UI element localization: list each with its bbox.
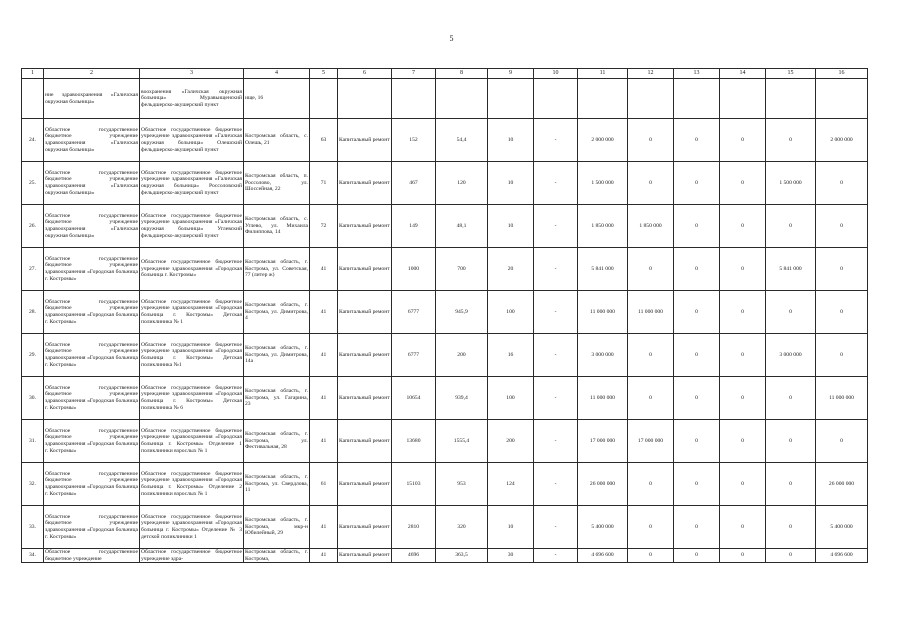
table-cell: Капитальный ремонт: [338, 549, 392, 563]
table-cell: Костромская область, г. Кострома, ул. Димитрова, 4: [244, 291, 310, 334]
table-cell: -: [534, 463, 578, 506]
table-cell: 29.: [22, 334, 44, 377]
table-cell: 34.: [22, 549, 44, 563]
table-cell: 0: [720, 334, 766, 377]
column-number: 12: [628, 69, 674, 79]
column-number: 11: [578, 69, 628, 79]
table-cell: 467: [392, 162, 436, 205]
table-cell: [22, 79, 44, 119]
table-cell: 1000: [392, 248, 436, 291]
table-cell: -: [534, 291, 578, 334]
table-cell: -: [534, 248, 578, 291]
table-cell: 4 696 600: [816, 549, 868, 563]
table-cell: 15103: [392, 463, 436, 506]
table-cell: Областное государственное бюджетное учреждение здравоохранения «Городская больница г. Костромы»: [140, 248, 244, 291]
table-cell: [534, 79, 578, 119]
table-cell: Костромская область, п. Россолово, ул. Шоссейная, 22: [244, 162, 310, 205]
table-row: [22, 291, 868, 334]
column-number: 1: [22, 69, 44, 79]
table-cell: Капитальный ремонт: [338, 205, 392, 248]
table-cell: Костромская область, г. Кострома, ул. Советская, 77 (литер ж): [244, 248, 310, 291]
table-cell: 0: [720, 420, 766, 463]
table-cell: 0: [720, 162, 766, 205]
table-cell: 0: [816, 162, 868, 205]
table-cell: -: [534, 334, 578, 377]
column-number: 14: [720, 69, 766, 79]
table-cell: 32.: [22, 463, 44, 506]
table-cell: 10654: [392, 377, 436, 420]
table-cell: ище, 16: [244, 79, 310, 119]
table-cell: 0: [628, 119, 674, 162]
table-cell: Костромская область, г. Кострома, ул. Гагарина, 23: [244, 377, 310, 420]
table-cell: 33.: [22, 506, 44, 549]
table-cell: 149: [392, 205, 436, 248]
column-number-row: [22, 69, 868, 79]
table-cell: 120: [436, 162, 488, 205]
table-cell: 5 841 000: [766, 248, 816, 291]
column-number: 8: [436, 69, 488, 79]
table-cell: 0: [628, 549, 674, 563]
table-cell: Областное государственное бюджетное учреждение здравоохранения «Городская больница г. Костромы» Отделение № 3 детской поликлиники 1: [140, 506, 244, 549]
table-cell: 5 841 000: [578, 248, 628, 291]
table-cell: 124: [488, 463, 534, 506]
table-cell: 6777: [392, 334, 436, 377]
column-number: 15: [766, 69, 816, 79]
table-cell: Капитальный ремонт: [338, 248, 392, 291]
table-cell: 152: [392, 119, 436, 162]
table-cell: 0: [674, 291, 720, 334]
table-cell: Областное государственное бюджетное учреждение здравоохранения «Городская больница г. Костромы» Детская поликлиника № 6: [140, 377, 244, 420]
table-cell: 13680: [392, 420, 436, 463]
table-cell: 0: [766, 463, 816, 506]
table-cell: 41: [310, 506, 338, 549]
table-cell: 26 000 000: [816, 463, 868, 506]
table-cell: -: [534, 119, 578, 162]
table-cell: 71: [310, 162, 338, 205]
table-cell: [310, 79, 338, 119]
table-row: [22, 162, 868, 205]
table-cell: Капитальный ремонт: [338, 291, 392, 334]
table-cell: 11 000 000: [578, 291, 628, 334]
table-cell: 0: [674, 420, 720, 463]
table-cell: 0: [720, 291, 766, 334]
table-cell: Костромская область, с. Углево, ул. Михаила Филиппова, 14: [244, 205, 310, 248]
table-cell: 41: [310, 377, 338, 420]
table-cell: Костромская область, г. Кострома, ул. Димитрова, 14а: [244, 334, 310, 377]
page-number: 5: [449, 34, 454, 43]
table-row: [22, 377, 868, 420]
table-cell: 700: [436, 248, 488, 291]
table-cell: Капитальный ремонт: [338, 119, 392, 162]
table-cell: 200: [436, 334, 488, 377]
table-cell: Областное государственное бюджетное учреждение здравоохранения «Городская больница г. Костромы»: [44, 248, 140, 291]
table-cell: -: [534, 420, 578, 463]
table-cell: 0: [674, 119, 720, 162]
table-cell: 41: [310, 334, 338, 377]
table-cell: Областное государственное бюджетное учреждение здравоохранения «Городская больница г. Костромы»: [44, 506, 140, 549]
table-cell: 0: [720, 377, 766, 420]
table-cell: Областное государственное бюджетное учреждение здравоохранения «Городская больница г. Костромы» Детская поликлиника №1: [140, 334, 244, 377]
table-cell: [674, 79, 720, 119]
table-cell: 0: [766, 420, 816, 463]
table-cell: 11 000 000: [578, 377, 628, 420]
column-number: 7: [392, 69, 436, 79]
table-cell: 27.: [22, 248, 44, 291]
column-number: 9: [488, 69, 534, 79]
table-cell: 6777: [392, 291, 436, 334]
table-cell: 72: [310, 205, 338, 248]
table-cell: Костромская область, г. Кострома, ул. Фестивальная, 28: [244, 420, 310, 463]
table-cell: [578, 79, 628, 119]
table-cell: Областное государственное бюджетное учреждение здравоохранения «Городская больница г. Костромы»: [44, 463, 140, 506]
table-cell: 320: [436, 506, 488, 549]
table-cell: 0: [628, 334, 674, 377]
table-cell: 0: [816, 334, 868, 377]
table-cell: 100: [488, 291, 534, 334]
table-cell: 17 000 000: [628, 420, 674, 463]
table-cell: Областное государственное бюджетное учреждение здравоохранения «Городская больница г. Костромы» Отделение 1 поликлиники взрослых № 1: [140, 420, 244, 463]
table-cell: 41: [310, 549, 338, 563]
table-row: [22, 205, 868, 248]
table-cell: Областное государственное бюджетное учреждение здравоохранения «Городская больница г. Костромы»: [44, 420, 140, 463]
column-number: 16: [816, 69, 868, 79]
table-cell: 4696: [392, 549, 436, 563]
table-cell: 0: [674, 377, 720, 420]
table-cell: 11 000 000: [816, 377, 868, 420]
table-cell: 41: [310, 291, 338, 334]
table-cell: Капитальный ремонт: [338, 162, 392, 205]
table-cell: Областное государственное бюджетное учреждение здравоохранения «Галичская окружная больница»: [44, 119, 140, 162]
table-cell: 3 000 000: [766, 334, 816, 377]
table-cell: 1 500 000: [578, 162, 628, 205]
table-cell: [766, 79, 816, 119]
table-cell: [720, 79, 766, 119]
table-cell: [436, 79, 488, 119]
table-cell: -: [534, 162, 578, 205]
table-cell: 1 500 000: [766, 162, 816, 205]
table-cell: 0: [674, 549, 720, 563]
table-cell: [338, 79, 392, 119]
table-cell: 0: [816, 291, 868, 334]
table-cell: 10: [488, 506, 534, 549]
table-cell: -: [534, 506, 578, 549]
table-cell: 0: [720, 549, 766, 563]
table-cell: -: [534, 377, 578, 420]
table-row: [22, 119, 868, 162]
table-cell: -: [534, 549, 578, 563]
table-cell: Капитальный ремонт: [338, 420, 392, 463]
table-cell: Областное государственное бюджетное учреждение здравоохранения «Городская больница г. Костромы»: [44, 334, 140, 377]
table-cell: 0: [816, 248, 868, 291]
table-cell: 2 000 000: [816, 119, 868, 162]
table-cell: 0: [674, 463, 720, 506]
table-cell: Капитальный ремонт: [338, 506, 392, 549]
table-cell: 1 850 000: [628, 205, 674, 248]
table-cell: [392, 79, 436, 119]
table-cell: Капитальный ремонт: [338, 463, 392, 506]
table-cell: 3 000 000: [578, 334, 628, 377]
table-cell: [816, 79, 868, 119]
table-cell: Капитальный ремонт: [338, 334, 392, 377]
table-cell: 54,4: [436, 119, 488, 162]
table-cell: 26.: [22, 205, 44, 248]
table-cell: 0: [628, 162, 674, 205]
table-cell: Областное государственное бюджетное учреждение здравоохранения «Галичская окружная больница»: [44, 162, 140, 205]
table-cell: Областное государственное бюджетное учреждение здравоохранения «Галичская окружная больница» Олешский фельдшерско-акушерский пункт: [140, 119, 244, 162]
table-cell: 1555,4: [436, 420, 488, 463]
column-number: 6: [338, 69, 392, 79]
table-cell: Областное государственное бюджетное учреждение здравоохранения «Городская больница г. Костромы» Детская поликлиника № 1: [140, 291, 244, 334]
table-cell: 2810: [392, 506, 436, 549]
table-cell: 0: [628, 463, 674, 506]
table-cell: 10: [488, 162, 534, 205]
table-cell: 363,5: [436, 549, 488, 563]
table-cell: 1 850 000: [578, 205, 628, 248]
table-cell: 100: [488, 377, 534, 420]
table-cell: 939,4: [436, 377, 488, 420]
table-cell: 5 400 000: [816, 506, 868, 549]
table-cell: 20: [488, 248, 534, 291]
table-cell: 0: [720, 119, 766, 162]
table-cell: 0: [766, 291, 816, 334]
table-cell: Костромская область, г. Кострома, мкр-н Юбилейный, 29: [244, 506, 310, 549]
table-cell: 11 000 000: [628, 291, 674, 334]
table-row: [22, 79, 868, 119]
table-cell: 41: [310, 420, 338, 463]
table-cell: 16: [488, 334, 534, 377]
table-cell: 0: [628, 506, 674, 549]
table-cell: Костромская область, г. Кострома, ул. Свердлова, 11: [244, 463, 310, 506]
table-cell: 17 000 000: [578, 420, 628, 463]
table-cell: 24.: [22, 119, 44, 162]
column-number: 10: [534, 69, 578, 79]
table-cell: 0: [766, 119, 816, 162]
table-cell: 63: [310, 119, 338, 162]
table-cell: Областное государственное бюджетное учреждение здравоохранения «Галичская окружная больница»: [44, 205, 140, 248]
table-cell: 10: [488, 119, 534, 162]
table-cell: 0: [628, 377, 674, 420]
table-cell: 28.: [22, 291, 44, 334]
table-cell: 0: [816, 420, 868, 463]
table-cell: ние здравоохранения «Галичская окружная больница»: [44, 79, 140, 119]
table-cell: 0: [674, 334, 720, 377]
table-cell: Областное государственное бюджетное учреждение здра-: [141, 549, 242, 562]
table-cell: [488, 79, 534, 119]
table-cell: Костромская область, с. Олешь, 21: [244, 119, 310, 162]
table-cell: 10: [488, 205, 534, 248]
table-cell: 0: [766, 506, 816, 549]
table-cell: 41: [310, 248, 338, 291]
table-row: [22, 463, 868, 506]
table-cell: 0: [674, 248, 720, 291]
table-cell: Областное государственное бюджетное учреждение здравоохранения «Галичская окружная больница» Россоловский фельдшерско-акушерский пункт: [140, 162, 244, 205]
table-body: [22, 69, 868, 563]
table-cell: 5 400 000: [578, 506, 628, 549]
table-cell: 0: [674, 162, 720, 205]
table-cell: 0: [720, 506, 766, 549]
column-number: 13: [674, 69, 720, 79]
table-cell: Областное государственное бюджетное учреждение здравоохранения «Городская больница г. Костромы»: [44, 291, 140, 334]
table-cell: 0: [674, 506, 720, 549]
column-number: 3: [140, 69, 244, 79]
table-cell: Областное государственное бюджетное учреждение: [45, 549, 138, 562]
column-number: 2: [44, 69, 140, 79]
table-cell: 953: [436, 463, 488, 506]
table-row: [22, 334, 868, 377]
table-cell: Областное государственное бюджетное учреждение здравоохранения «Городская больница г. Костромы»: [44, 377, 140, 420]
table-cell: 945,9: [436, 291, 488, 334]
table-cell: Областное государственное бюджетное учреждение здравоохранения «Городская больница г. Костромы» Отделение 2 поликлиники взрослых № 1: [140, 463, 244, 506]
table-cell: 48,1: [436, 205, 488, 248]
table-cell: 0: [720, 205, 766, 248]
table-row: [22, 420, 868, 463]
table-row: [22, 549, 868, 563]
table-cell: 0: [766, 205, 816, 248]
table-cell: Капитальный ремонт: [338, 377, 392, 420]
repair-program-table: [21, 68, 868, 563]
table-cell: 200: [488, 420, 534, 463]
table-cell: 30: [488, 549, 534, 563]
table-cell: 0: [628, 248, 674, 291]
table-cell: 31.: [22, 420, 44, 463]
table-cell: 61: [310, 463, 338, 506]
table-cell: 2 000 000: [578, 119, 628, 162]
table-cell: 30.: [22, 377, 44, 420]
table-cell: Областное государственное бюджетное учреждение здравоохранения «Галичская окружная больница» Углевский фельдшерско-акушерский пункт: [140, 205, 244, 248]
table-cell: 26 000 000: [578, 463, 628, 506]
table-cell: воохранения «Галичская окружная больница» Муравьищенский фельдшерско-акушерский пункт: [140, 79, 244, 119]
table-cell: 0: [766, 549, 816, 563]
column-number: 4: [244, 69, 310, 79]
table-cell: -: [534, 205, 578, 248]
table-cell: 4 696 600: [578, 549, 628, 563]
table-cell: 0: [674, 205, 720, 248]
table-cell: 0: [720, 248, 766, 291]
table-cell: 0: [816, 205, 868, 248]
table-cell: 0: [766, 377, 816, 420]
table-cell: Костромская область, г. Кострома,: [245, 549, 308, 562]
table-cell: 0: [720, 463, 766, 506]
table-cell: [628, 79, 674, 119]
table-row: [22, 506, 868, 549]
table-cell: 25.: [22, 162, 44, 205]
column-number: 5: [310, 69, 338, 79]
table-row: [22, 248, 868, 291]
